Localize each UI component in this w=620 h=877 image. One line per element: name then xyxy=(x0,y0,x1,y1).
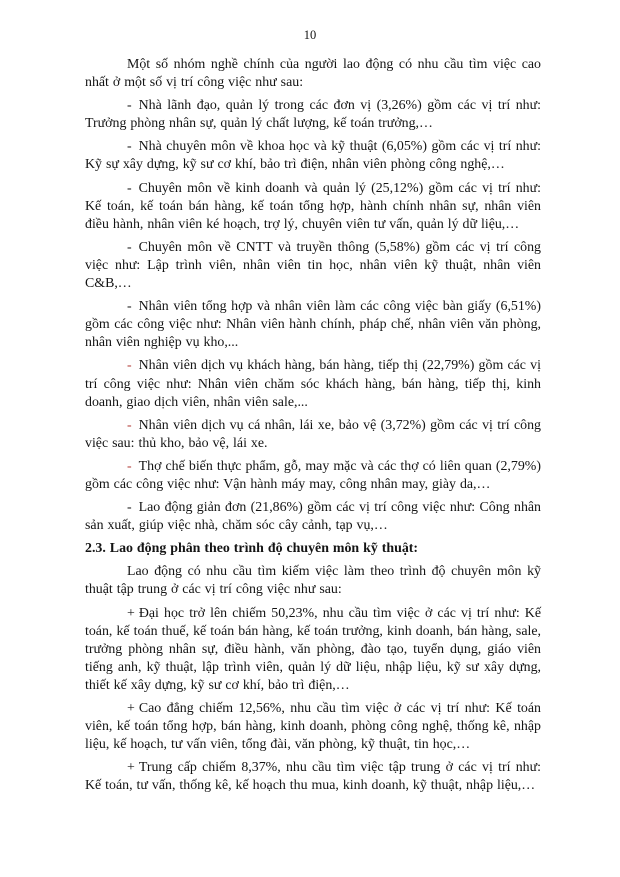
bullet-paragraph xyxy=(85,605,541,695)
bullet-text: Nhân viên dịch vụ khách hàng, bán hàng, tiếp thị (22,79%) gồm các vị trí công việc như: Nhân viên chăm sóc khách hàng, bán hàng, tiếp thị, kinh doanh, giao dịch viên, nhân viên sale,... xyxy=(85,358,541,410)
bullet-paragraph xyxy=(85,700,541,754)
bullet-text: Đại học trở lên chiếm 50,23%, nhu cầu tìm việc ở các vị trí như: Kế toán, kế toán thuế, kế toán bán hàng, kế toán trưởng, kinh doanh, bán hàng, sale, trưởng phòng nhân sự, điều hành, văn phòng, đào tạo, tuyển dụng, giáo viên tiếng anh, kỹ thuật, lập trình viên, quản lý dữ liệu, nhập liệu, kỹ sư xây dựng, thiết kế xây dựng, kỹ sư cơ khí, bảo trì điện,… xyxy=(85,605,541,693)
plus-marker: + xyxy=(127,701,135,716)
bullet-text: Nhân viên dịch vụ cá nhân, lái xe, bảo vệ (3,72%) gồm các vị trí công việc sau: thủ kho, bảo vệ, lái xe. xyxy=(85,417,541,451)
bullet-paragraph xyxy=(85,180,541,234)
bullet-paragraph xyxy=(85,458,541,494)
dash-marker: - xyxy=(127,239,132,255)
plus-marker: + xyxy=(127,760,135,776)
dash-marker-red: - xyxy=(127,458,132,474)
bullet-paragraph xyxy=(85,417,541,453)
bullet-text: Cao đẳng chiếm 12,56%, nhu cầu tìm việc ở các vị trí như: Kế toán viên, kế toán tổng hợp, bán hàng, kinh doanh, phòng công nghệ, thống kê, nhập liệu, kế hoạch, tư vấn viên, tổng đài, văn phòng, kỹ thuật, tin học,… xyxy=(85,701,541,753)
bullet-text: Trung cấp chiếm 8,37%, nhu cầu tìm việc tập trung ở các vị trí như: Kế toán, tư vấn, thống kê, kế hoạch thu mua, kinh doanh, kỹ thuật, nhập liệu,… xyxy=(85,760,541,794)
document-body xyxy=(85,56,541,800)
dash-marker: - xyxy=(127,139,132,155)
bullet-text: Thợ chế biến thực phẩm, gỗ, may mặc và các thợ có liên quan (2,79%) gồm các công việc như: Vận hành máy may, công nhân may, giày da,… xyxy=(85,458,541,492)
bullet-text: Lao động giản đơn (21,86%) gồm các vị trí công việc như: Công nhân sản xuất, giúp việc nhà, chăm sóc cây cảnh, tạp vụ,… xyxy=(85,500,541,534)
intro-paragraph: Một số nhóm nghề chính của người lao động có nhu cầu tìm việc cao nhất ở một số vị trí công việc như sau: xyxy=(85,57,541,91)
dash-marker-red: - xyxy=(127,358,132,374)
bullet-paragraph xyxy=(85,759,541,795)
bullet-paragraph xyxy=(85,239,541,293)
bullet-paragraph xyxy=(85,298,541,352)
dash-marker: - xyxy=(127,180,132,196)
section-heading: 2.3. Lao động phân theo trình độ chuyên môn kỹ thuật: xyxy=(85,541,419,557)
bullet-text: Nhân viên tổng hợp và nhân viên làm các công việc bàn giấy (6,51%) gồm các công việc như: Nhân viên hành chính, pháp chế, nhân viên văn phòng, nhân viên nghiệp vụ kho,... xyxy=(85,299,541,351)
page-number: 10 xyxy=(303,28,317,42)
bullet-text: Chuyên môn về CNTT và truyền thông (5,58%) gồm các vị trí công việc như: Lập trình viên, nhân viên tin học, nhân viên kỹ thuật, nhân viên C&B,… xyxy=(85,239,541,292)
bullet-paragraph xyxy=(85,499,541,535)
dash-marker: - xyxy=(127,500,132,516)
dash-marker: - xyxy=(127,98,132,114)
dash-marker-red: - xyxy=(127,417,132,433)
bullet-text: Nhà lãnh đạo, quản lý trong các đơn vị (3,26%) gồm các vị trí như: Trưởng phòng nhân sự, quản lý chất lượng, kế toán trưởng,… xyxy=(85,98,541,132)
bullet-text: Nhà chuyên môn về khoa học và kỹ thuật (6,05%) gồm các vị trí như: Kỹ sự xây dựng, kỹ sư cơ khí, bảo trì điện, nhân viên phòng công nghệ,… xyxy=(85,139,541,173)
intro-paragraph: Lao động có nhu cầu tìm kiếm việc làm theo trình độ chuyên môn kỹ thuật tập trung ở các vị trí công việc như sau: xyxy=(85,564,541,598)
bullet-paragraph xyxy=(85,97,541,133)
plus-marker: + xyxy=(127,605,135,621)
bullet-paragraph xyxy=(85,138,541,174)
bullet-paragraph xyxy=(85,357,541,411)
bullet-text: Chuyên môn về kinh doanh và quản lý (25,12%) gồm các vị trí như: Kế toán, kế toán bán hàng, kế toán tổng hợp, hành chính nhân sự, nhân viên điều hành, nhân viên ké hoạch, trợ lý, chuyên viên tư vấn, quản lý dữ liệu,… xyxy=(85,180,541,232)
dash-marker: - xyxy=(127,299,132,315)
